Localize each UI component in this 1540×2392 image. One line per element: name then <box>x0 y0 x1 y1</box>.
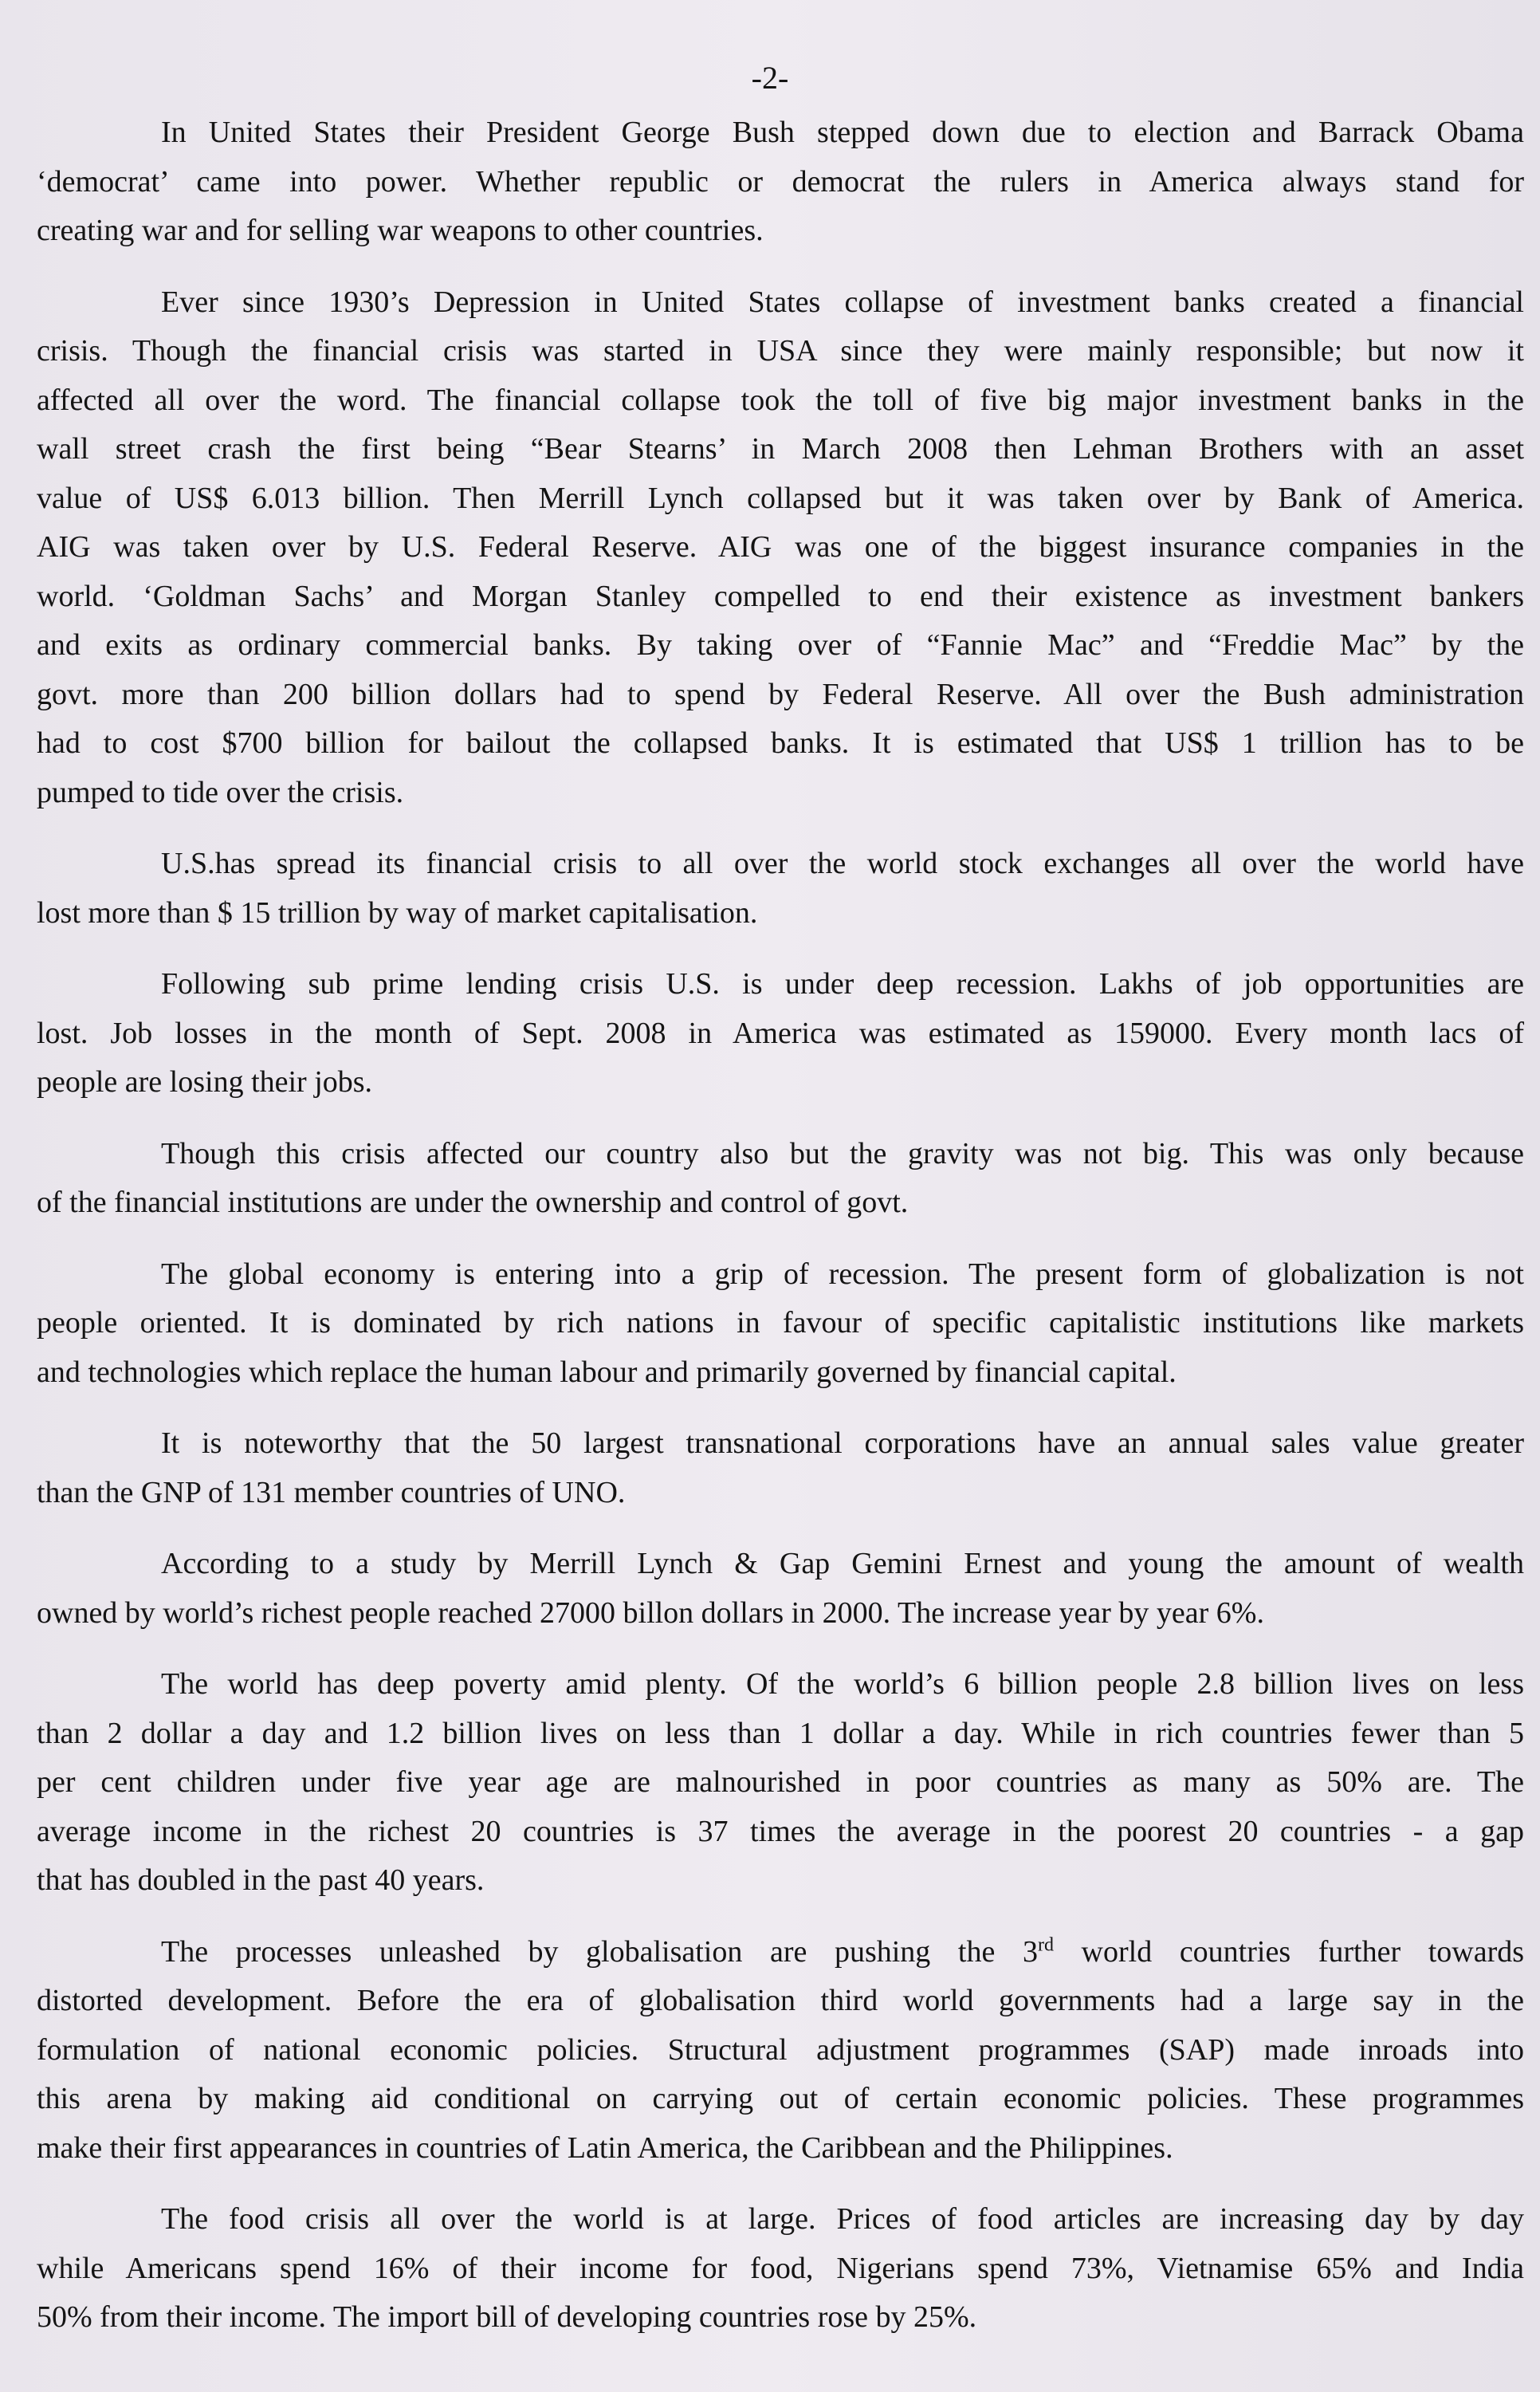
body-text <box>37 108 1524 2365</box>
paragraph <box>37 960 1524 1107</box>
text-line: while Americans spend 16% of their income for food, Nigerians spend 73%, Vietnamise 65% and India <box>37 2251 1524 2285</box>
text-line: The world has deep poverty amid plenty. Of the world’s 6 billion people 2.8 billion lives on less <box>161 1667 1524 1701</box>
paragraph <box>37 1130 1524 1228</box>
text-line: than 2 dollar a day and 1.2 billion lives on less than 1 dollar a day. While in rich countries fewer than 5 <box>37 1716 1524 1750</box>
text-line: this arena by making aid conditional on carrying out of certain economic policies. These programmes <box>37 2082 1524 2115</box>
text-line: Following sub prime lending crisis U.S. is under deep recession. Lakhs of job opportunities are <box>161 967 1524 1001</box>
paragraph <box>37 840 1524 938</box>
text-line: people oriented. It is dominated by rich nations in favour of specific capitalistic institutions like markets <box>37 1306 1524 1340</box>
paragraph <box>37 1250 1524 1398</box>
text-line: people are losing their jobs. <box>37 1065 373 1099</box>
page-number: -2- <box>751 60 789 96</box>
text-line: per cent children under five year age are malnourished in poor countries as many as 50% are. The <box>37 1765 1524 1799</box>
text-line: average income in the richest 20 countries is 37 times the average in the poorest 20 countries - a gap <box>37 1814 1524 1848</box>
paragraph <box>37 1540 1524 1638</box>
text-line: pumped to tide over the crisis. <box>37 775 404 809</box>
text-line: U.S.has spread its financial crisis to all over the world stock exchanges all over the world have <box>161 847 1524 880</box>
text-line: ‘democrat’ came into power. Whether republic or democrat the rulers in America always stand for <box>37 164 1524 199</box>
text-line: It is noteworthy that the 50 largest transnational corporations have an annual sales value greater <box>161 1426 1524 1460</box>
text-line: In United States their President George Bush stepped down due to election and Barrack Obama <box>161 116 1524 149</box>
text-line: govt. more than 200 billion dollars had to spend by Federal Reserve. All over the Bush administration <box>37 677 1524 711</box>
paragraph <box>37 1419 1524 1517</box>
text-line: make their first appearances in countries of Latin America, the Caribbean and the Philippines. <box>37 2130 1173 2165</box>
text-line: distorted development. Before the era of globalisation third world governments had a large say in the <box>37 1984 1524 2017</box>
text-line: world. ‘Goldman Sachs’ and Morgan Stanley compelled to end their existence as investment bankers <box>37 579 1524 613</box>
text-line: creating war and for selling war weapons to other countries. <box>37 214 764 247</box>
paragraph <box>37 2195 1524 2343</box>
text-line: The food crisis all over the world is at large. Prices of food articles are increasing day by day <box>161 2202 1524 2236</box>
paragraph <box>37 278 1524 818</box>
text-line: and technologies which replace the human labour and primarily governed by financial capital. <box>37 1355 1177 1389</box>
text-line: The global economy is entering into a grip of recession. The present form of globalization is not <box>161 1257 1524 1291</box>
paragraph <box>37 1928 1524 2174</box>
text-line: lost. Job losses in the month of Sept. 2008 in America was estimated as 159000. Every month lacs of <box>37 1016 1524 1050</box>
text-line: wall street crash the first being “Bear Stearns’ in March 2008 then Lehman Brothers with an asset <box>37 432 1524 466</box>
text-line: 50% from their income. The import bill of developing countries rose by 25%. <box>37 2300 977 2334</box>
text-line: that has doubled in the past 40 years. <box>37 1863 485 1897</box>
text-line: AIG was taken over by U.S. Federal Reserve. AIG was one of the biggest insurance companies in the <box>37 530 1524 564</box>
text-line: owned by world’s richest people reached 27000 billon dollars in 2000. The increase year by year 6%. <box>37 1595 1264 1630</box>
text-line: Ever since 1930’s Depression in United States collapse of investment banks created a financial <box>161 285 1524 319</box>
text-line: Though this crisis affected our country also but the gravity was not big. This was only because <box>161 1136 1524 1170</box>
text-line: value of US$ 6.013 billion. Then Merrill Lynch collapsed but it was taken over by Bank of America. <box>37 481 1524 515</box>
text-line: The processes unleashed by globalisation are pushing the 3rd world countries further towards <box>161 1934 1525 1969</box>
text-line: than the GNP of 131 member countries of UNO. <box>37 1475 626 1509</box>
text-line: lost more than $ 15 trillion by way of market capitalisation. <box>37 895 758 930</box>
text-line: and exits as ordinary commercial banks. By taking over of “Fannie Mac” and “Freddie Mac” by the <box>37 628 1524 662</box>
text-line: crisis. Though the financial crisis was started in USA since they were mainly responsible; but now it <box>37 334 1524 368</box>
text-line: formulation of national economic policies. Structural adjustment programmes (SAP) made inroads into <box>37 2032 1524 2067</box>
text-line: According to a study by Merrill Lynch & Gap Gemini Ernest and young the amount of wealth <box>161 1547 1524 1580</box>
paragraph <box>37 108 1524 256</box>
paragraph <box>37 1660 1524 1906</box>
text-line: of the financial institutions are under the ownership and control of govt. <box>37 1186 909 1219</box>
text-line: had to cost $700 billion for bailout the collapsed banks. It is estimated that US$ 1 trillion has to be <box>37 726 1524 760</box>
text-line: affected all over the word. The financial collapse took the toll of five big major investment banks in the <box>37 383 1524 417</box>
